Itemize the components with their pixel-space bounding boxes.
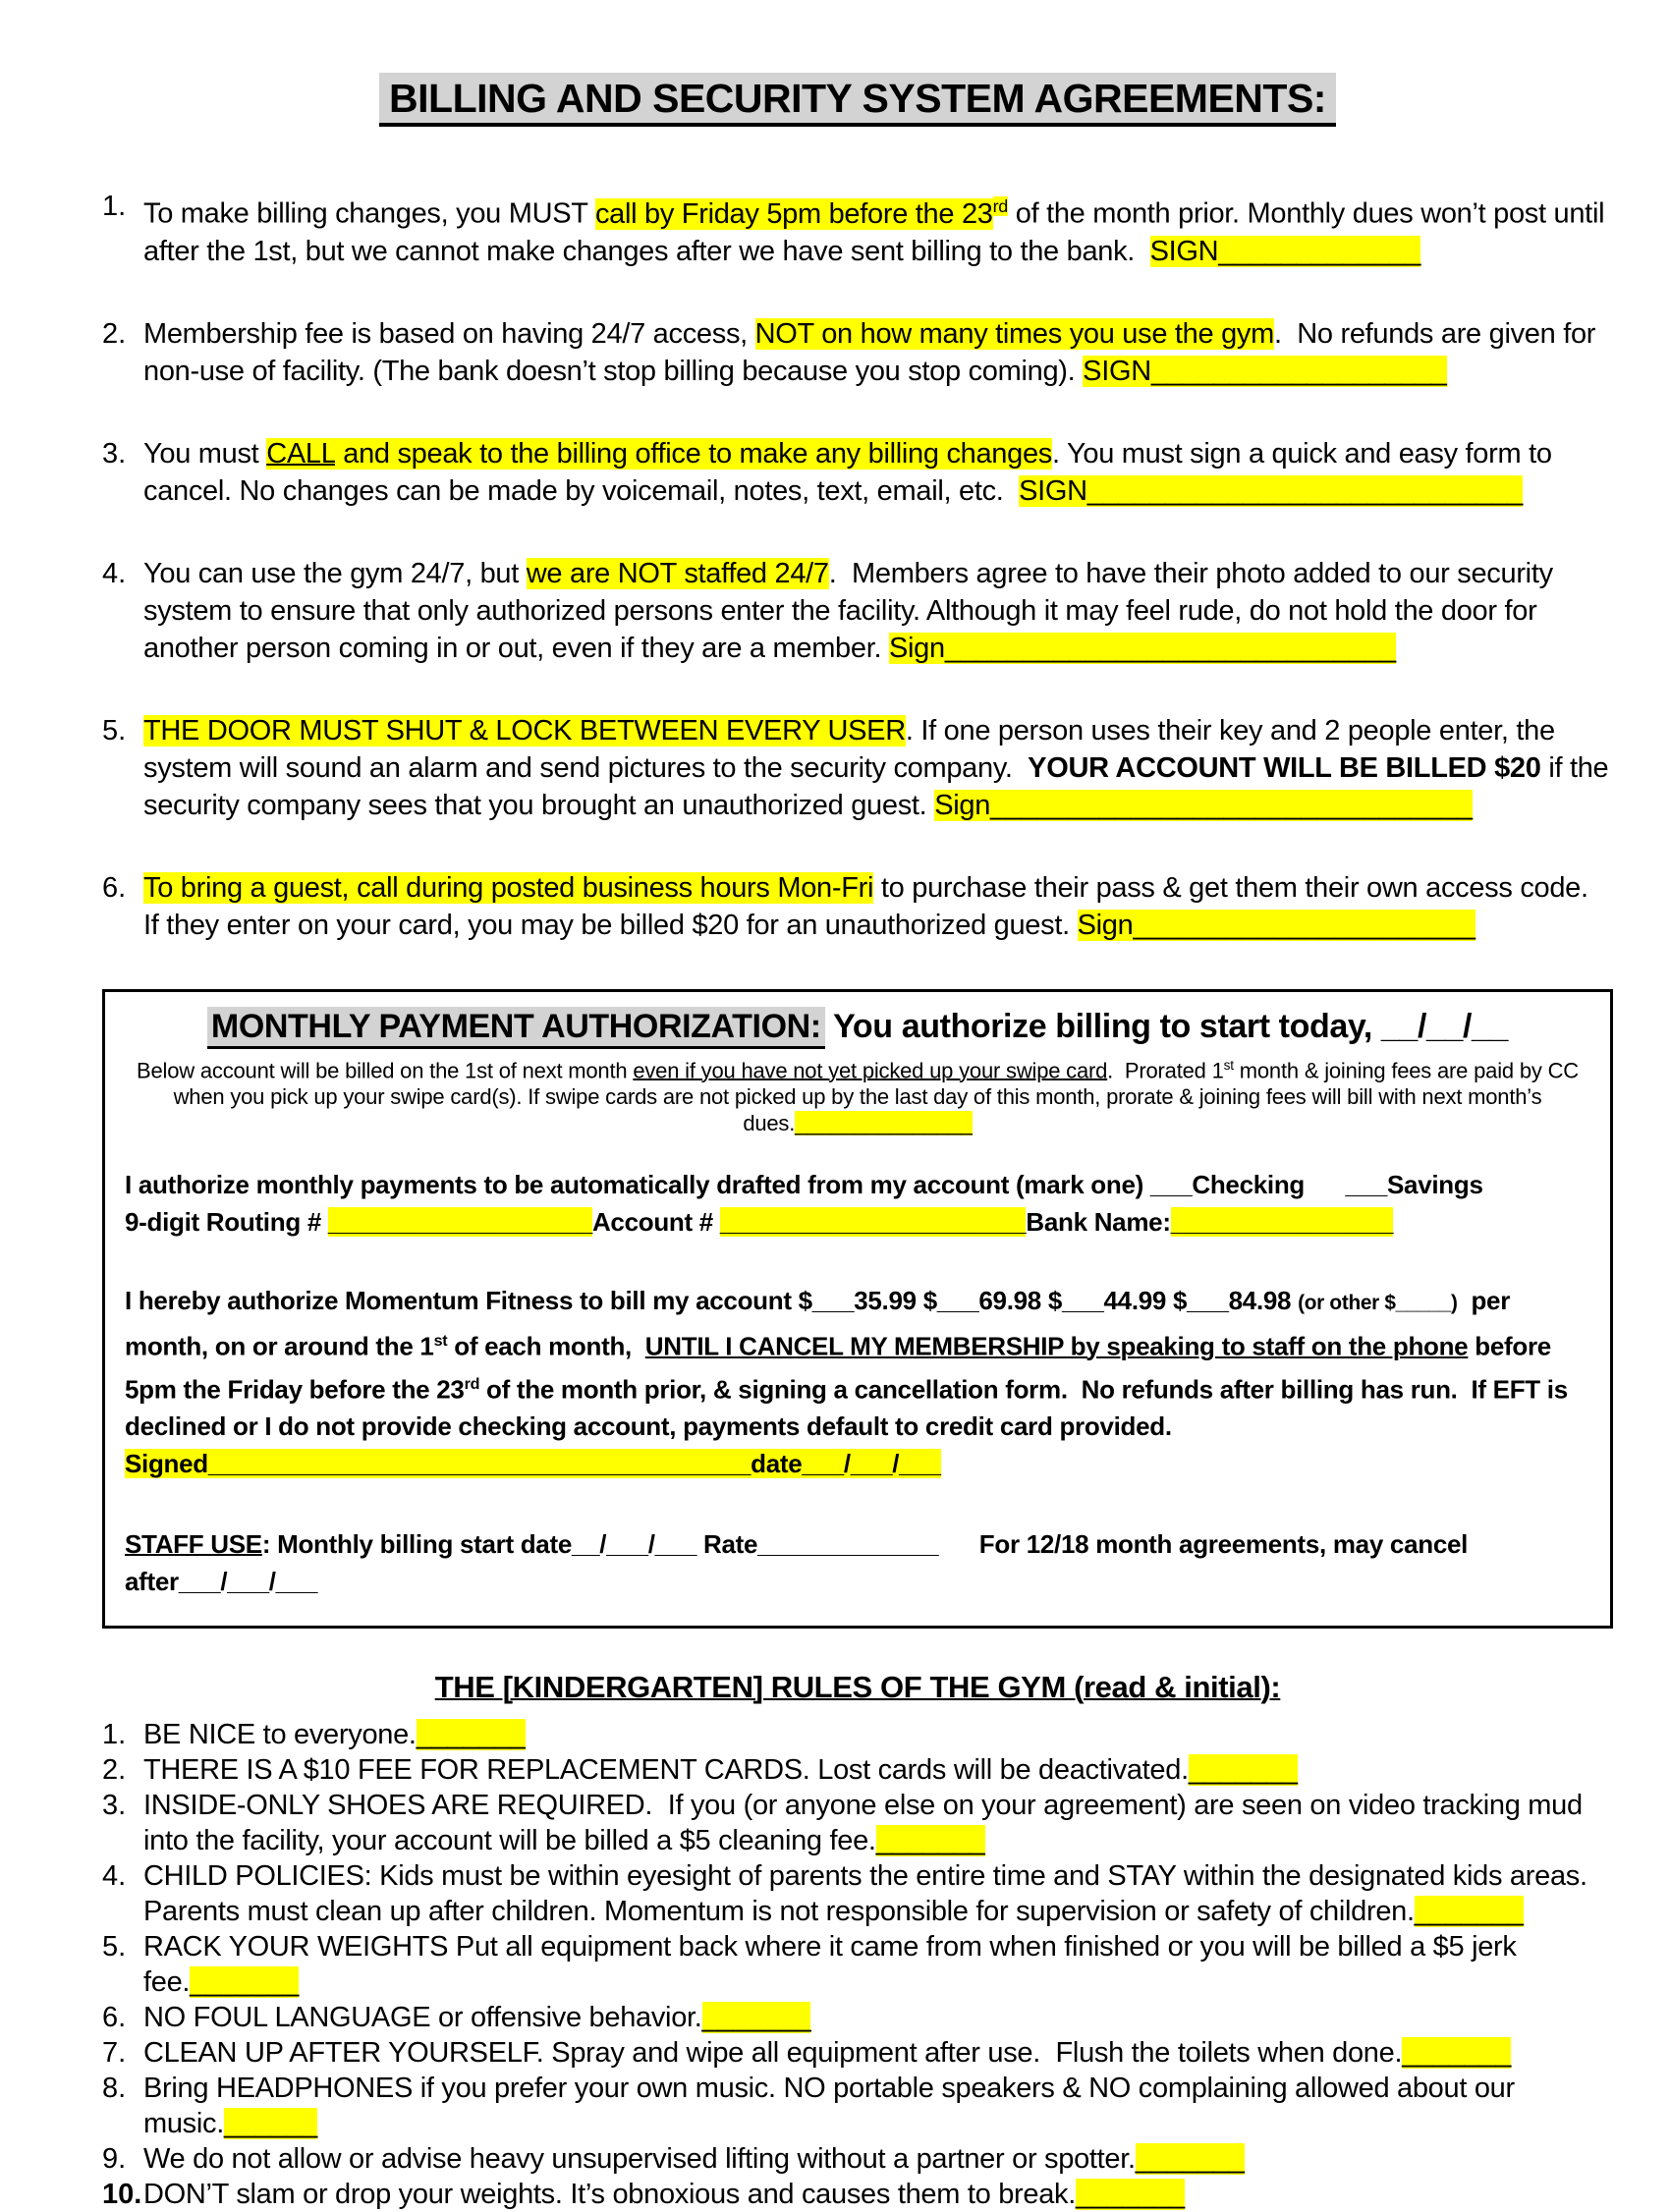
highlighted-text-run: SIGN____________________________ <box>1019 474 1523 507</box>
text-run: I authorize monthly payments to be automatically drafted from my account (mark one) ___Checking ___Savings <box>125 1169 1483 1199</box>
rule-item-4 <box>102 1858 1613 1929</box>
text-run: rd <box>464 1374 480 1393</box>
agreement-item-text <box>143 315 1613 390</box>
rule-number: 10. <box>102 2179 142 2211</box>
document-title <box>102 73 1613 127</box>
highlighted-text-run: _______ <box>1414 1896 1524 1928</box>
text-run: per month, on or around the 1 <box>125 1285 1517 1361</box>
highlighted-text-run: Signed_______________________________________date___/___/___ <box>125 1449 941 1479</box>
rule-item-7 <box>102 2035 1613 2071</box>
text-run: of the month prior, & signing a cancellation form. No refunds after billing has run. If EFT is declined or I do not provide checking account, payments default to credit card provided. <box>125 1374 1575 1442</box>
highlighted-text-run: _______ <box>875 1825 985 1857</box>
rule-number: 8. <box>102 2073 127 2105</box>
text-run: Bank Name: <box>1026 1206 1171 1237</box>
payment-box-heading <box>125 1008 1590 1046</box>
highlighted-text-run: _______ <box>1076 2179 1185 2211</box>
rule-item-2 <box>102 1752 1613 1788</box>
rule-text <box>143 1858 1613 1929</box>
item-number: 1. <box>102 191 127 222</box>
rules-list <box>102 1717 1613 2212</box>
text-run: We do not allow or advise heavy unsupervised lifting without a partner or spotter. <box>143 2143 1136 2176</box>
text-run: You must <box>143 437 267 470</box>
rules-heading-text: THE [KINDERGARTEN] RULES OF THE GYM (read & initial): <box>434 1670 1281 1705</box>
agreement-item-3 <box>102 435 1613 510</box>
payment-authorization-box <box>102 989 1613 1630</box>
text-run: BE NICE to everyone. <box>143 1719 417 1751</box>
rule-text <box>143 2035 1613 2071</box>
billing-authorization-paragraph <box>125 1282 1590 1482</box>
highlighted-text-run: and speak to the billing office to make any billing changes <box>335 437 1052 470</box>
rule-item-6 <box>102 2000 1613 2035</box>
highlighted-text-run: THE DOOR MUST SHUT & LOCK BETWEEN EVERY USER <box>143 714 906 747</box>
rule-text <box>143 2177 1613 2212</box>
item-number: 3. <box>102 437 127 470</box>
text-run: 9-digit Routing # <box>125 1206 328 1237</box>
staff-use-line <box>125 1525 1590 1600</box>
rule-number: 4. <box>102 1860 127 1893</box>
agreement-item-text <box>143 188 1613 270</box>
highlighted-text-run: _______________ <box>795 1110 973 1135</box>
text-run: Below account will be billed on the 1st of next month <box>137 1057 634 1082</box>
text-run: CHILD POLICIES: Kids must be within eyesight of parents the entire time and STAY within the designated kids areas. Parents must clean up after children. Momentum is not responsible for supervision or safety of children. <box>143 1860 1595 1928</box>
text-run: INSIDE-ONLY SHOES ARE REQUIRED. If you (or anyone else on your agreement) are seen on video tracking mud into the facility, your account will be billed a $5 cleaning fee. <box>143 1790 1590 1857</box>
agreement-item-4 <box>102 555 1613 667</box>
highlighted-text-run: Sign_______________________________ <box>934 789 1473 821</box>
text-run: . Prorated 1 <box>1107 1057 1224 1082</box>
highlighted-text-run: call by Friday 5pm before the 23 <box>594 197 993 230</box>
text-run: to purchase their pass & get them their own access code. If they enter on your card, you may be billed $20 for an unauthorized guest. <box>143 871 1604 941</box>
rule-number: 7. <box>102 2037 127 2070</box>
rule-item-1 <box>102 1717 1613 1752</box>
rule-number: 2. <box>102 1754 127 1787</box>
text-run: CLEAN UP AFTER YOURSELF. Spray and wipe all equipment after use. Flush the toilets when done. <box>143 2037 1403 2070</box>
highlighted-text-run: SIGN_____________ <box>1149 235 1421 267</box>
agreement-item-text <box>143 435 1613 510</box>
highlighted-text-run: SIGN___________________ <box>1083 355 1447 387</box>
highlighted-text-run: ________________ <box>1170 1206 1394 1237</box>
rule-number: 9. <box>102 2143 127 2176</box>
highlighted-text-run: _______ <box>416 1719 526 1751</box>
item-number: 6. <box>102 871 127 904</box>
text-run: of each month, <box>447 1331 645 1361</box>
text-run: . No refunds are given for non-use of facility. (The bank doesn’t stop billing because you stop coming). <box>143 317 1603 387</box>
highlighted-text-run: NOT on how many times you use the gym <box>754 317 1274 350</box>
agreement-item-text <box>143 869 1613 944</box>
highlighted-text-run: _______ <box>1402 2037 1512 2070</box>
rule-text <box>143 1788 1613 1858</box>
text-run: before 5pm the Friday before the 23 <box>125 1331 1558 1405</box>
rules-heading <box>102 1670 1613 1705</box>
agreement-item-1 <box>102 188 1613 270</box>
text-run: To make billing changes, you MUST <box>143 197 595 230</box>
text-run: . If one person uses their key and 2 people enter, the system will sound an alarm and send pictures to the security company. <box>143 714 1563 784</box>
highlighted-text-run: Sign_____________________________ <box>888 632 1396 664</box>
rule-item-5 <box>102 1929 1613 2000</box>
text-run: st <box>433 1331 448 1350</box>
authorize-draft-line <box>125 1166 1590 1203</box>
text-run: You authorize billing to start today, __/__/__ <box>824 1007 1509 1045</box>
text-run: I hereby authorize Momentum Fitness to bill my account $___35.99 $___69.98 $___44.99 $___84.98 <box>125 1285 1299 1315</box>
agreement-item-2 <box>102 315 1613 390</box>
item-number: 5. <box>102 714 127 747</box>
rule-text <box>143 2071 1613 2141</box>
payment-box-subtext <box>125 1052 1590 1136</box>
agreements-list <box>102 188 1617 944</box>
agreement-item-6 <box>102 869 1613 944</box>
rule-item-8 <box>102 2071 1613 2141</box>
agreement-item-5 <box>102 712 1617 824</box>
rule-number: 3. <box>102 1790 127 1822</box>
highlighted-text-run: _______ <box>1188 1754 1298 1787</box>
item-number: 2. <box>102 317 127 350</box>
highlighted-text-run: _______ <box>1135 2143 1245 2176</box>
routing-account-bank-line <box>125 1203 1590 1241</box>
rule-number: 5. <box>102 1931 127 1963</box>
highlighted-text-run: _______ <box>190 1966 299 1999</box>
rule-item-9 <box>102 2141 1613 2177</box>
text-run: of the month prior. Monthly dues won’t post until after the 1st, but we cannot make changes after we have sent billing to the bank. <box>143 197 1612 267</box>
text-run: Bring HEADPHONES if you prefer your own music. NO portable speakers & NO complaining allowed about our music. <box>143 2073 1523 2140</box>
text-run: Account # <box>591 1206 720 1237</box>
highlighted-text-run: ______________________ <box>719 1206 1027 1237</box>
item-number: 4. <box>102 557 127 589</box>
highlighted-text-run: we are NOT staffed 24/7 <box>526 557 829 589</box>
rule-text <box>143 2000 1613 2035</box>
text-run: . You must sign a quick and easy form to cancel. No changes can be made by voicemail, notes, text, email, etc. <box>143 437 1560 507</box>
rule-text <box>143 1717 1613 1752</box>
highlighted-text-run: Sign______________________ <box>1077 909 1475 941</box>
rule-text <box>143 2141 1613 2177</box>
rule-number: 1. <box>102 1719 127 1751</box>
text-run: . Members agree to have their photo added to our security system to ensure that only authorized persons enter the facility. Although it may feel rude, do not hold the door for another person coming in or out, even if they are a member. <box>143 557 1561 664</box>
text-run: month & joining fees are paid by CC when you pick up your swipe card(s). If swipe cards are not picked up by the last day of this month, prorate & joining fees will bill with next month’s dues. <box>173 1057 1585 1135</box>
text-run: UNTIL I CANCEL MY MEMBERSHIP by speaking to staff on the phone <box>644 1331 1469 1361</box>
text-run: STAFF USE <box>125 1529 262 1560</box>
text-run: even if you have not yet picked up your swipe card <box>633 1057 1108 1082</box>
highlighted-text-run: CALL <box>266 437 336 470</box>
highlighted-text-run: rd <box>992 196 1008 216</box>
agreement-item-text <box>143 712 1617 824</box>
rule-text <box>143 1752 1613 1788</box>
agreement-item-text <box>143 555 1613 667</box>
rule-number: 6. <box>102 2002 127 2034</box>
text-run: NO FOUL LANGUAGE or offensive behavior. <box>143 2002 702 2034</box>
rule-item-3 <box>102 1788 1613 1858</box>
highlighted-text-run: To bring a guest, call during posted business hours Mon-Fri <box>143 871 874 904</box>
text-run: DON’T slam or drop your weights. It’s obnoxious and causes them to break. <box>143 2179 1076 2211</box>
text-run: You can use the gym 24/7, but <box>143 557 527 589</box>
document-title-text: BILLING AND SECURITY SYSTEM AGREEMENTS: <box>379 73 1336 127</box>
highlighted-text-run: ___________________ <box>327 1206 592 1237</box>
text-run: THERE IS A $10 FEE FOR REPLACEMENT CARDS. Lost cards will be deactivated. <box>143 1754 1189 1787</box>
highlighted-text-run: _______ <box>701 2002 811 2034</box>
text-run: MONTHLY PAYMENT AUTHORIZATION: <box>207 1007 825 1049</box>
highlighted-text-run: ______ <box>224 2108 317 2140</box>
text-run: st <box>1223 1057 1234 1073</box>
text-run: : Monthly billing start date__/___/___ Rate_____________ For 12/18 month agreements, may cancel after___/___/___ <box>125 1529 1475 1597</box>
text-run: Membership fee is based on having 24/7 access, <box>143 317 755 350</box>
text-run: (or other $_____) <box>1298 1291 1458 1314</box>
text-run: RACK YOUR WEIGHTS Put all equipment back where it came from when finished or you will be billed a $5 jerk fee. <box>143 1931 1525 1999</box>
rule-item-10 <box>102 2177 1613 2212</box>
rule-text <box>143 1929 1613 2000</box>
text-run: if the security company sees that you brought an unauthorized guest. <box>143 751 1617 821</box>
text-run: YOUR ACCOUNT WILL BE BILLED $20 <box>1028 751 1541 784</box>
